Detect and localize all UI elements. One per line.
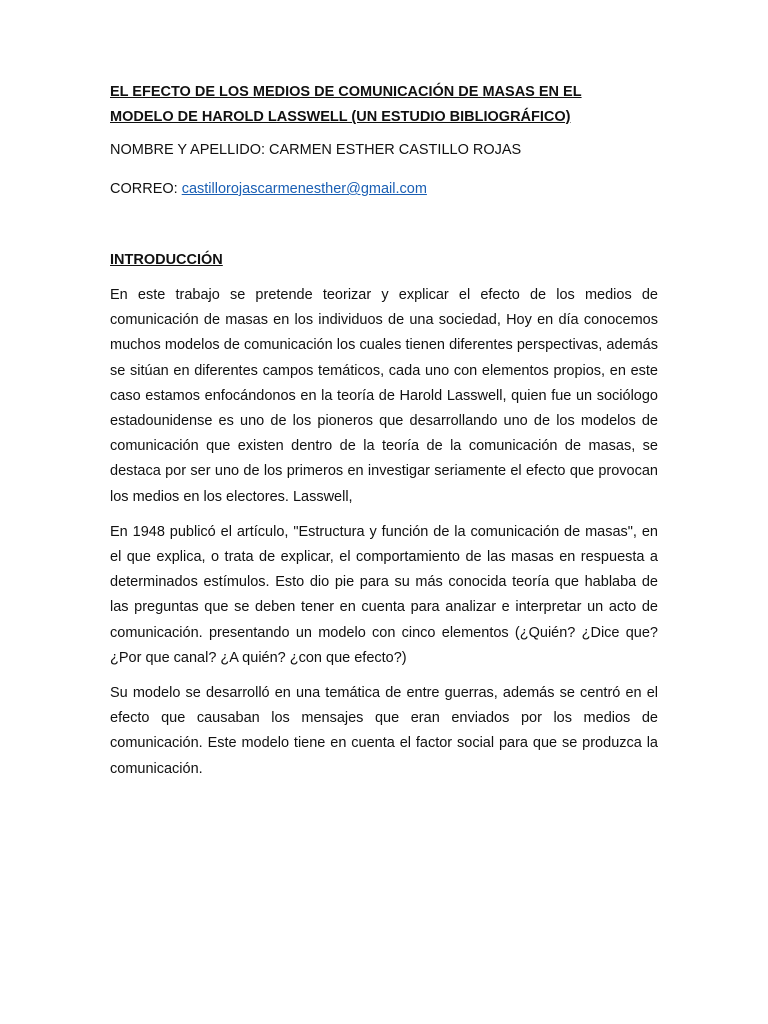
author-label: NOMBRE Y APELLIDO: [110,142,265,158]
email-link[interactable]: castillorojascarmenesther@gmail.com [181,181,427,197]
title-line-1: EL EFECTO DE LOS MEDIOS DE COMUNICACIÓN DE MASAS EN EL [110,84,582,100]
author-name: CARMEN ESTHER CASTILLO ROJAS [269,142,522,158]
email-line [110,177,658,202]
section-heading-introduccion: INTRODUCCIÓN [110,252,223,268]
paragraph-3: Su modelo se desarrolló en una temática de entre guerras, además se centró en el efecto que causaban los mensajes que eran enviados por los medios de comunicación. Este modelo tiene en cuenta el factor social para que se produzca la comunicación. [110,685,658,777]
author-line [110,138,658,163]
document-title [110,80,658,130]
paragraph-1: En este trabajo se pretende teorizar y explicar el efecto de los medios de comunicación de masas en los individuos de una sociedad, Hoy en día conocemos muchos modelos de comunicación los cuales tienen diferentes perspectivas, además se sitúan en diferentes campos temáticos, cada uno con elementos propios, en este caso estamos enfocándonos en la teoría de Harold Lasswell, quien fue un sociólogo estadounidense es uno de los pioneros que desarrollando uno de los modelos de comunicación que existen dentro de la teoría de la comunicación de masas, se destaca por ser uno de los primeros en investigar seriamente el efecto que provocan los medios en los electores. Lasswell, [110,287,658,505]
document-page [110,80,658,792]
email-label: CORREO: [110,181,178,197]
paragraph-2: En 1948 publicó el artículo, "Estructura y función de la comunicación de masas", en el que explica, o trata de explicar, el comportamiento de las masas en respuesta a determinados estímulos. Esto dio pie para su más conocida teoría que hablaba de las preguntas que se deben tener en cuenta para analizar e interpretar un acto de comunicación. presentando un modelo con cinco elementos (¿Quién? ¿Dice que? ¿Por que canal? ¿A quién? ¿con que efecto?) [110,523,658,666]
title-line-2: MODELO DE HAROLD LASSWELL (UN ESTUDIO BIBLIOGRÁFICO) [110,109,571,125]
